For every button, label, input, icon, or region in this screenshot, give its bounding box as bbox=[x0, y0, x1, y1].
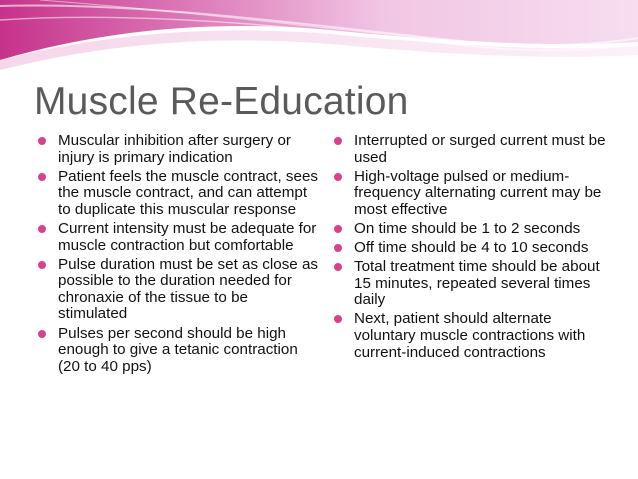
list-item bbox=[334, 311, 614, 361]
bullet-icon bbox=[334, 137, 342, 145]
bullet-icon bbox=[38, 261, 46, 269]
list-item bbox=[38, 169, 318, 219]
list-item bbox=[334, 221, 614, 238]
bullet-icon bbox=[38, 225, 46, 233]
bullet-icon bbox=[38, 330, 46, 338]
decorative-banner bbox=[0, 0, 638, 80]
list-item-text: High-voltage pulsed or medium-frequency alternating current may be most effective bbox=[354, 167, 602, 218]
list-item bbox=[334, 169, 614, 219]
list-item-text: Current intensity must be adequate for muscle contraction but comfortable bbox=[58, 219, 317, 254]
bullet-icon bbox=[334, 315, 342, 323]
list-item bbox=[38, 221, 318, 254]
list-item-text: Total treatment time should be about 15 minutes, repeated several times daily bbox=[354, 258, 600, 309]
bullet-icon bbox=[334, 244, 342, 252]
list-item-text: Patient feels the muscle contract, sees the muscle contract, and can attempt to duplicate this muscular response bbox=[58, 167, 319, 218]
bullet-icon bbox=[38, 173, 46, 181]
list-item-text: On time should be 1 to 2 seconds bbox=[354, 219, 581, 237]
list-item bbox=[38, 133, 318, 166]
list-item bbox=[334, 259, 614, 309]
list-item bbox=[38, 257, 318, 323]
bullet-icon bbox=[38, 137, 46, 145]
list-item-text: Pulses per second should be high enough to give a tetanic contraction (20 to 40 pps) bbox=[58, 324, 298, 375]
list-item bbox=[334, 133, 614, 166]
slide-title: Muscle Re-Education bbox=[34, 80, 409, 123]
bullet-icon bbox=[334, 263, 342, 271]
list-item bbox=[38, 326, 318, 376]
list-item-text: Interrupted or surged current must be used bbox=[354, 132, 606, 166]
list-item bbox=[334, 240, 614, 257]
list-item-text: Muscular inhibition after surgery or injury is primary indication bbox=[58, 132, 291, 166]
bullet-icon bbox=[334, 225, 342, 233]
right-bullet-list bbox=[334, 133, 614, 364]
list-item-text: Pulse duration must be set as close as possible to the duration needed for chronaxie of the tissue to be stimulated bbox=[58, 255, 319, 323]
bullet-icon bbox=[334, 173, 342, 181]
left-bullet-list bbox=[38, 133, 318, 378]
list-item-text: Next, patient should alternate voluntary muscle contractions with current-induced contractions bbox=[354, 310, 586, 361]
list-item-text: Off time should be 4 to 10 seconds bbox=[354, 239, 589, 257]
